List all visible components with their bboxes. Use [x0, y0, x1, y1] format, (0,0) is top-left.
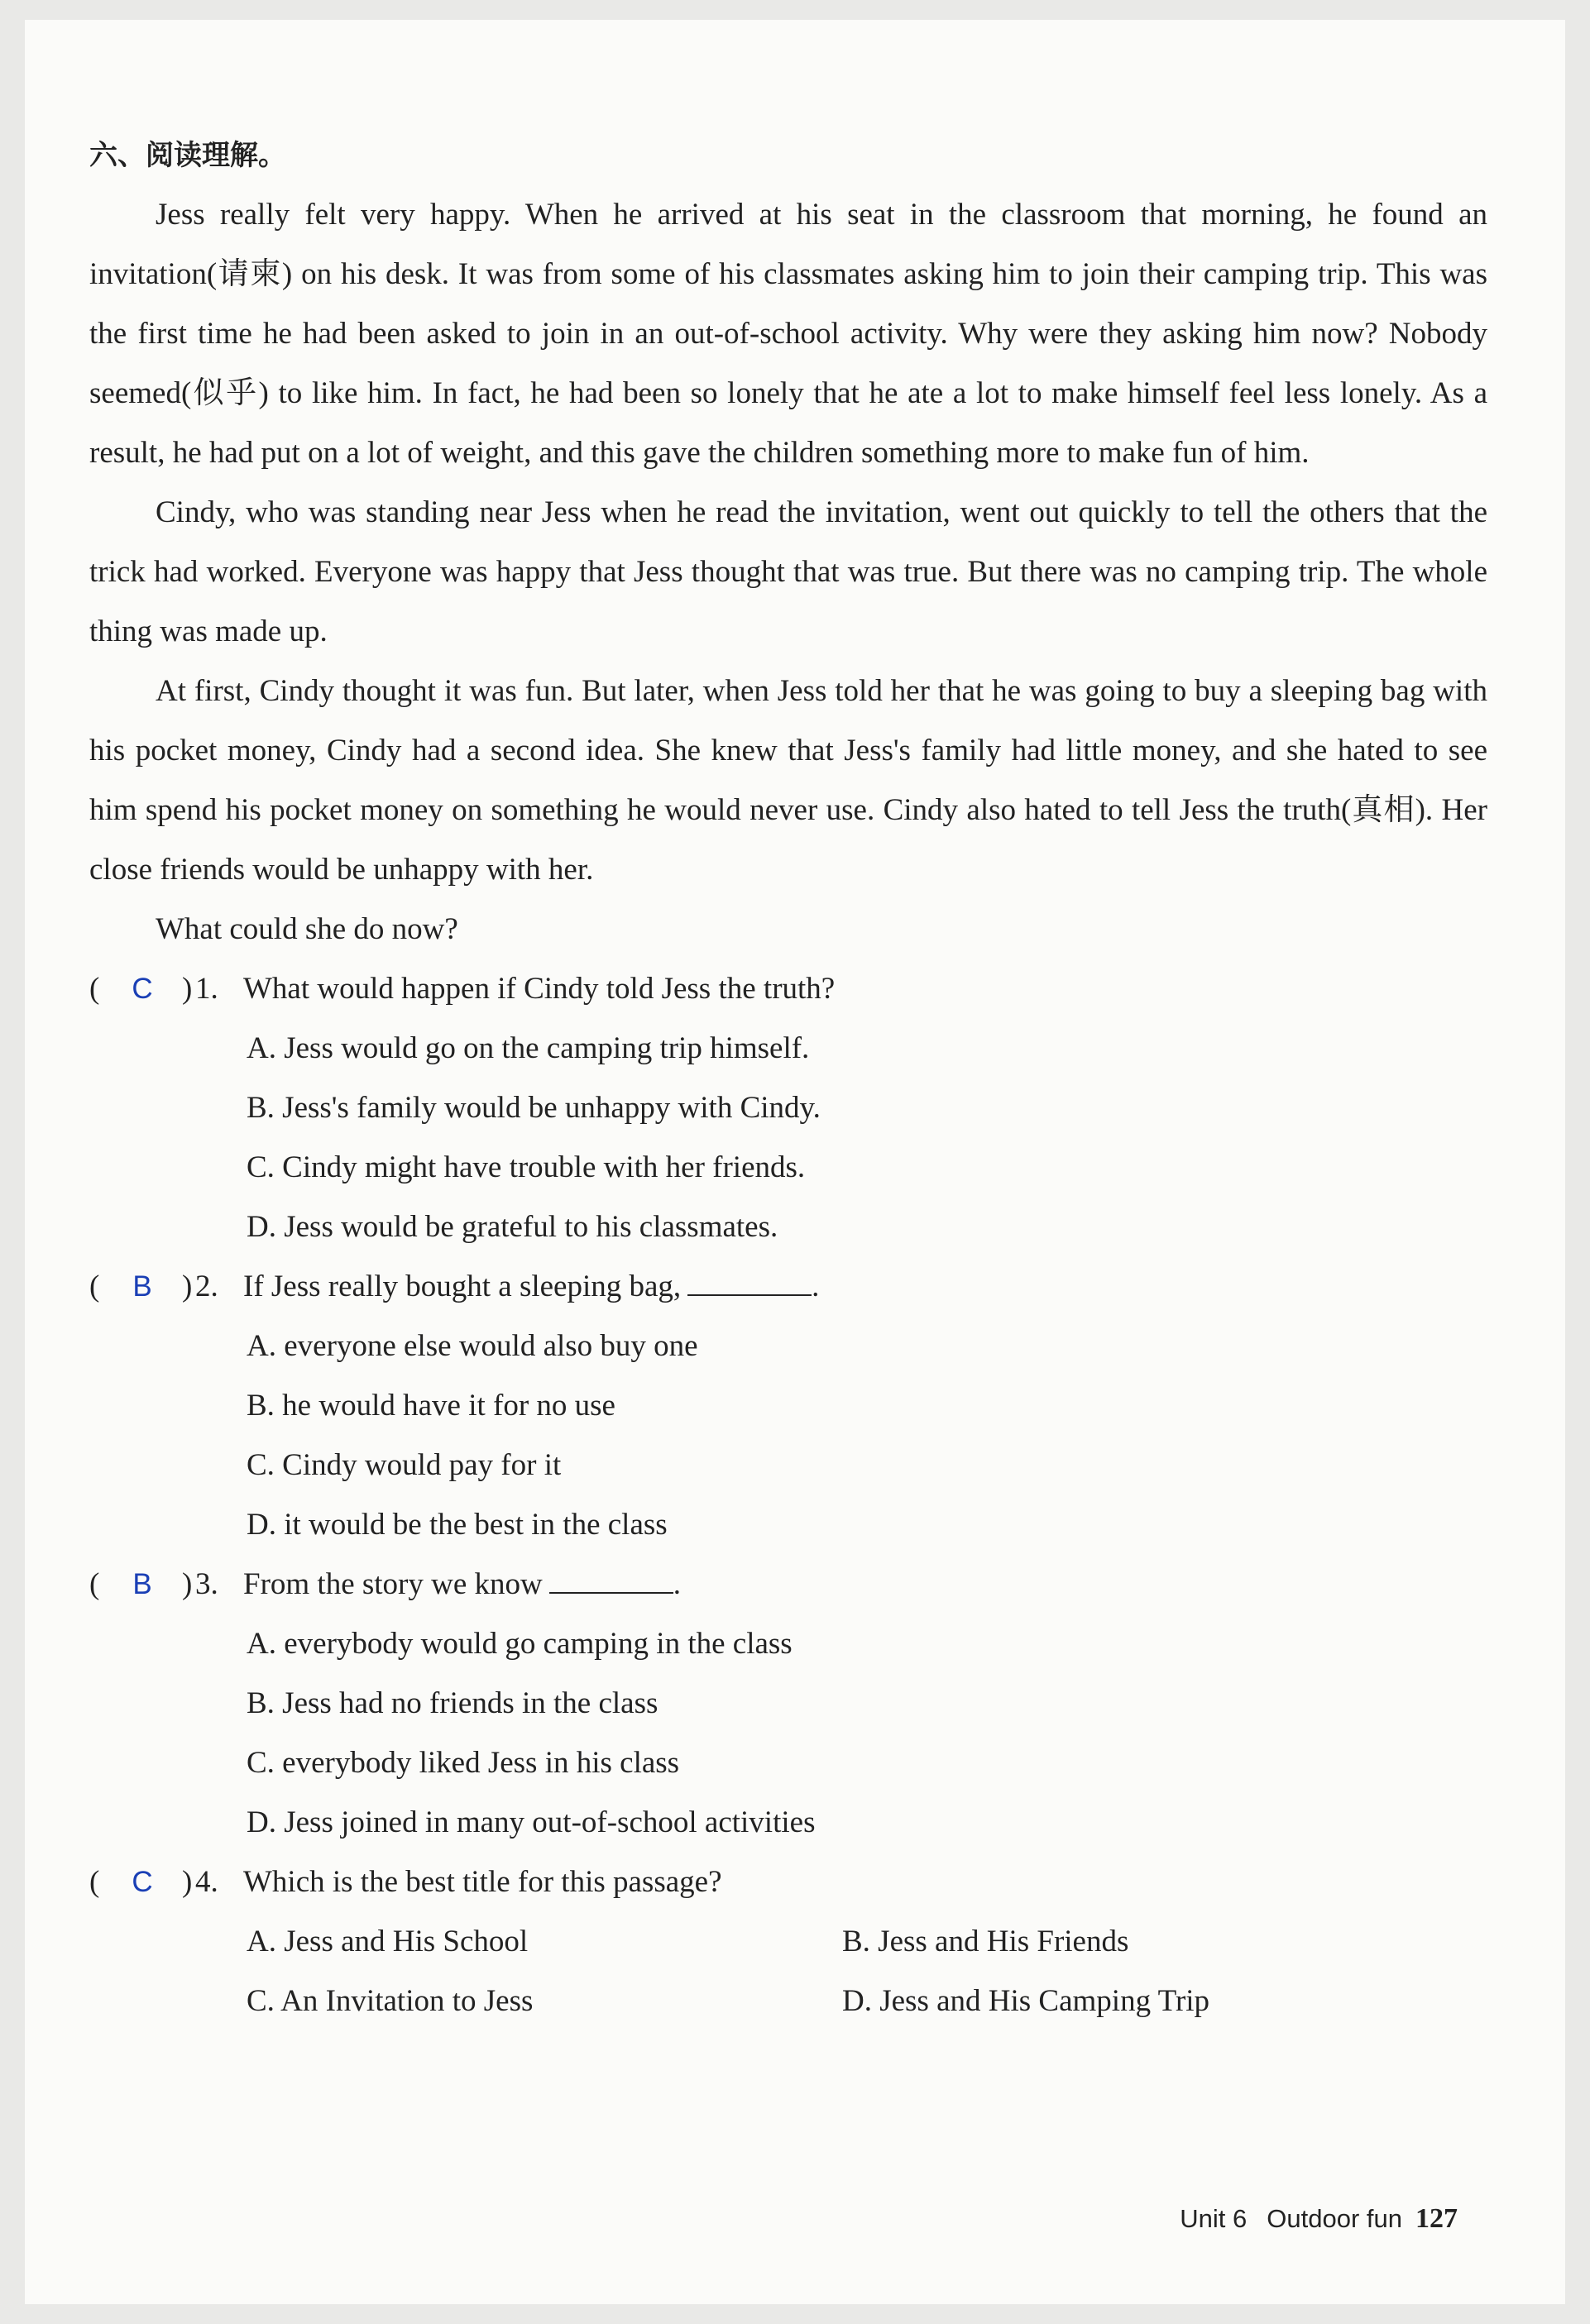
- option-b: B. Jess and His Friends: [842, 1925, 1129, 1958]
- question-1-options: [89, 1019, 1487, 1257]
- question-text: What would happen if Cindy told Jess the truth?: [243, 972, 836, 1006]
- passage-paragraph-4: What could she do now?: [156, 912, 458, 946]
- question-4-options: [89, 1912, 1487, 2031]
- option-d: D. it would be the best in the class: [247, 1508, 668, 1542]
- page-content: [89, 126, 1487, 2031]
- option-c: C. Cindy would pay for it: [247, 1448, 562, 1482]
- option-b: B. Jess had no friends in the class: [247, 1686, 659, 1720]
- passage-paragraph-3: At first, Cindy thought it was fun. But later, when Jess told her that he was going to buy a sleeping bag with his pocket money, Cindy had a second idea. She knew that Jess's family had little money, and she hated to see him spend his pocket money on something he would never use. Cindy also hated to tell Jess the truth(真相). Her close friends would be unhappy with her.: [89, 674, 1487, 887]
- answer-blank: [549, 1569, 673, 1594]
- section-title: 六、阅读理解。: [89, 139, 286, 172]
- answer-mark: B: [132, 1568, 152, 1600]
- option-d: D. Jess would be grateful to his classmates.: [247, 1210, 778, 1244]
- question-number: 2.: [195, 1270, 218, 1303]
- option-a: A. Jess would go on the camping trip himself.: [247, 1031, 810, 1065]
- passage-paragraph-2: Cindy, who was standing near Jess when he read the invitation, went out quickly to tell the others that the trick had worked. Everyone was happy that Jess thought that was true. But there was no camping trip. The whole thing was made up.: [89, 495, 1487, 648]
- option-d: D. Jess and His Camping Trip: [842, 1984, 1210, 2018]
- footer-unit: Unit 6: [1180, 2204, 1248, 2233]
- question-text: From the story we know: [243, 1567, 543, 1601]
- footer-topic: Outdoor fun: [1267, 2204, 1402, 2233]
- question-text: If Jess really bought a sleeping bag,: [243, 1270, 682, 1303]
- option-c: C. everybody liked Jess in his class: [247, 1746, 680, 1780]
- textbook-page: [25, 20, 1565, 2304]
- option-b: B. Jess's family would be unhappy with Cindy.: [247, 1091, 821, 1125]
- answer-mark: B: [132, 1270, 152, 1303]
- option-c: C. An Invitation to Jess: [247, 1984, 534, 2018]
- option-a: A. everyone else would also buy one: [247, 1329, 698, 1363]
- question-number: 3.: [195, 1567, 218, 1601]
- question-3-options: [89, 1614, 1487, 1853]
- page-footer: [1180, 2203, 1458, 2235]
- question-text: Which is the best title for this passage?: [243, 1865, 722, 1899]
- passage-paragraph-1: Jess really felt very happy. When he arrived at his seat in the classroom that morning, he found an invitation(请柬) on his desk. It was from some of his classmates asking him to join their camping trip. This was the first time he had been asked to join in an out-of-school activity. Why were they asking him now? Nobody seemed(似乎) to like him. In fact, he had been so lonely that he ate a lot to make himself feel less lonely. As a result, he had put on a lot of weight, and this gave the children something more to make fun of him.: [89, 198, 1487, 470]
- question-2-options: [89, 1317, 1487, 1555]
- answer-mark: C: [132, 1866, 153, 1898]
- question-2: ( B ) 2. If Jess really bought a sleeping bag, .: [89, 1257, 1487, 1317]
- question-3: ( B ) 3. From the story we know .: [89, 1555, 1487, 1614]
- option-a: A. Jess and His School: [247, 1925, 529, 1958]
- answer-blank: [687, 1271, 812, 1296]
- option-c: C. Cindy might have trouble with her friends.: [247, 1150, 806, 1184]
- page-number: 127: [1415, 2203, 1458, 2234]
- question-number: 1.: [195, 972, 218, 1006]
- question-4: ( C ) 4. Which is the best title for this passage?: [89, 1853, 1487, 1912]
- question-1: ( C ) 1. What would happen if Cindy told Jess the truth?: [89, 959, 1487, 1019]
- option-d: D. Jess joined in many out-of-school activities: [247, 1805, 816, 1839]
- answer-mark: C: [132, 973, 153, 1005]
- option-a: A. everybody would go camping in the class: [247, 1627, 793, 1661]
- question-number: 4.: [195, 1865, 218, 1899]
- option-b: B. he would have it for no use: [247, 1389, 615, 1423]
